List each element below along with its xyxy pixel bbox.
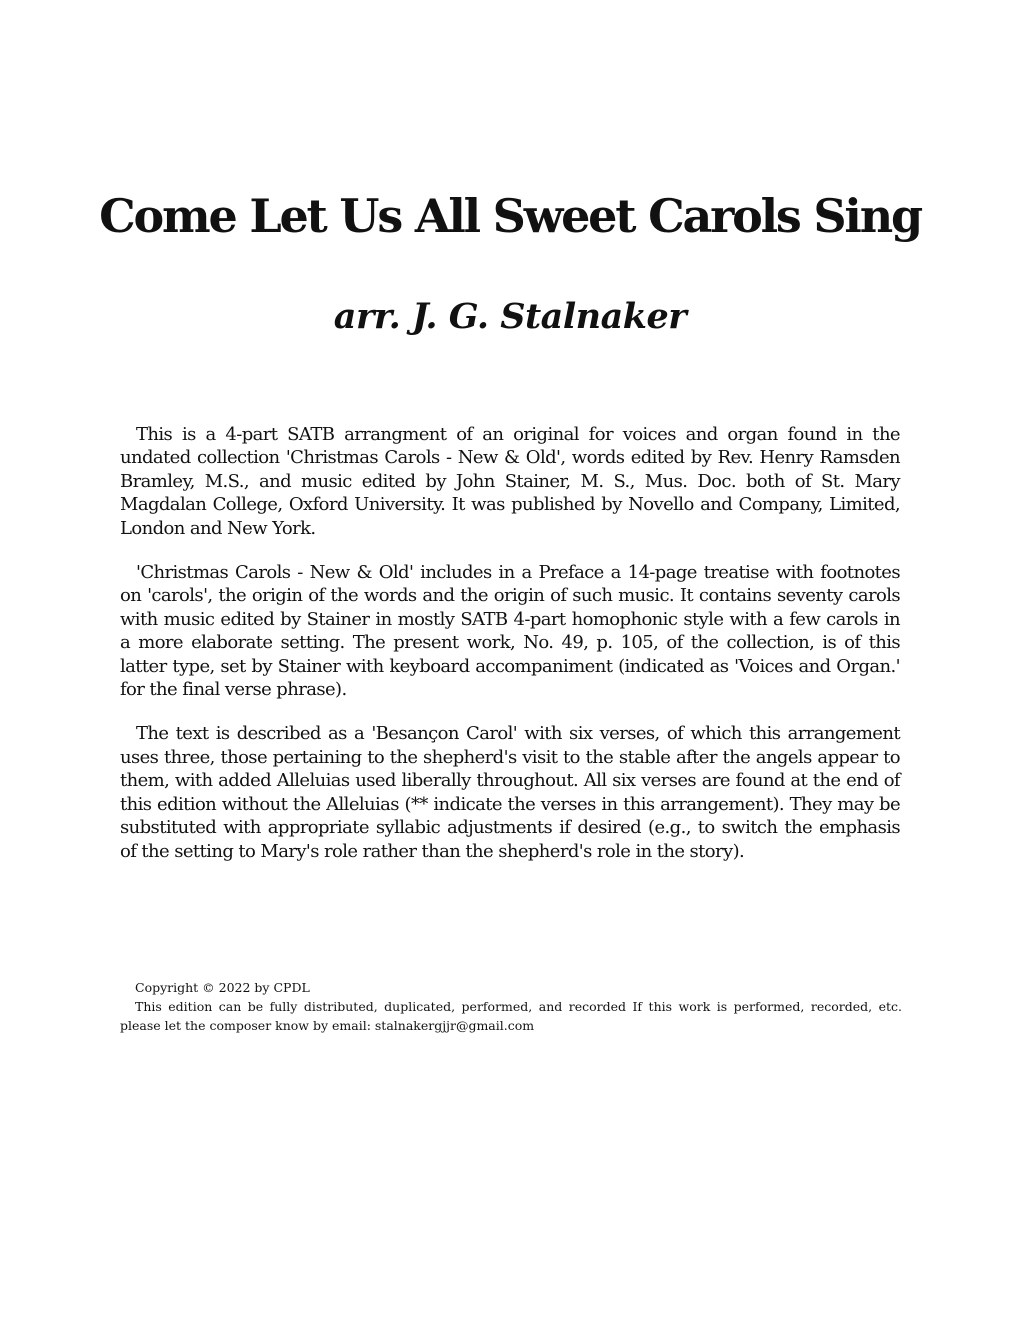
paragraph-collection-info: This is a 4-part SATB arrangment of an original for voices and organ found in the undated collection 'Christmas Carols - New & Old', words edited by Rev. Henry Ramsden Bramley, M.S., and music edited by John Stainer, M. S., Mus. Doc. both of St. Mary Magdalan College, Oxford University. It was published by Novello and Company, Limited, London and New York. — [120, 424, 900, 539]
page-title: Come Let Us All Sweet Carols Sing — [99, 189, 921, 243]
copyright-block — [120, 978, 902, 1035]
paragraph-text-info: The text is described as a 'Besançon Carol' with six verses, of which this arrangement uses three, those pertaining to the shepherd's visit to the stable after the angels appear to them, with added Alleluias used liberally throughout. All six verses are found at the end of this edition without the Alleluias (** indicate the verses in this arrangement). They may be substituted with appropriate syllabic adjustments if desired (e.g., to switch the emphasis of the setting to Mary's role rather than the shepherd's role in the story). — [120, 723, 900, 862]
copyright-notice: This edition can be fully distributed, duplicated, performed, and recorded If this work is performed, recorded, etc. please let the composer know by email: stalnakergjjr@gmail.com — [120, 999, 902, 1033]
copyright-line: Copyright © 2022 by CPDL — [135, 980, 310, 995]
arranger-subtitle: arr. J. G. Stalnaker — [333, 296, 687, 337]
description-body — [120, 423, 900, 884]
paragraph-preface-info: 'Christmas Carols - New & Old' includes in a Preface a 14-page treatise with footnotes on 'carols', the origin of the words and the origin of such music. It contains seventy carols with music edited by Stainer in mostly SATB 4-part homophonic style with a few carols in a more elaborate setting. The present work, No. 49, p. 105, of the collection, is of this latter type, set by Stainer with keyboard accompaniment (indicated as 'Voices and Organ.' for the final verse phrase). — [120, 562, 900, 701]
